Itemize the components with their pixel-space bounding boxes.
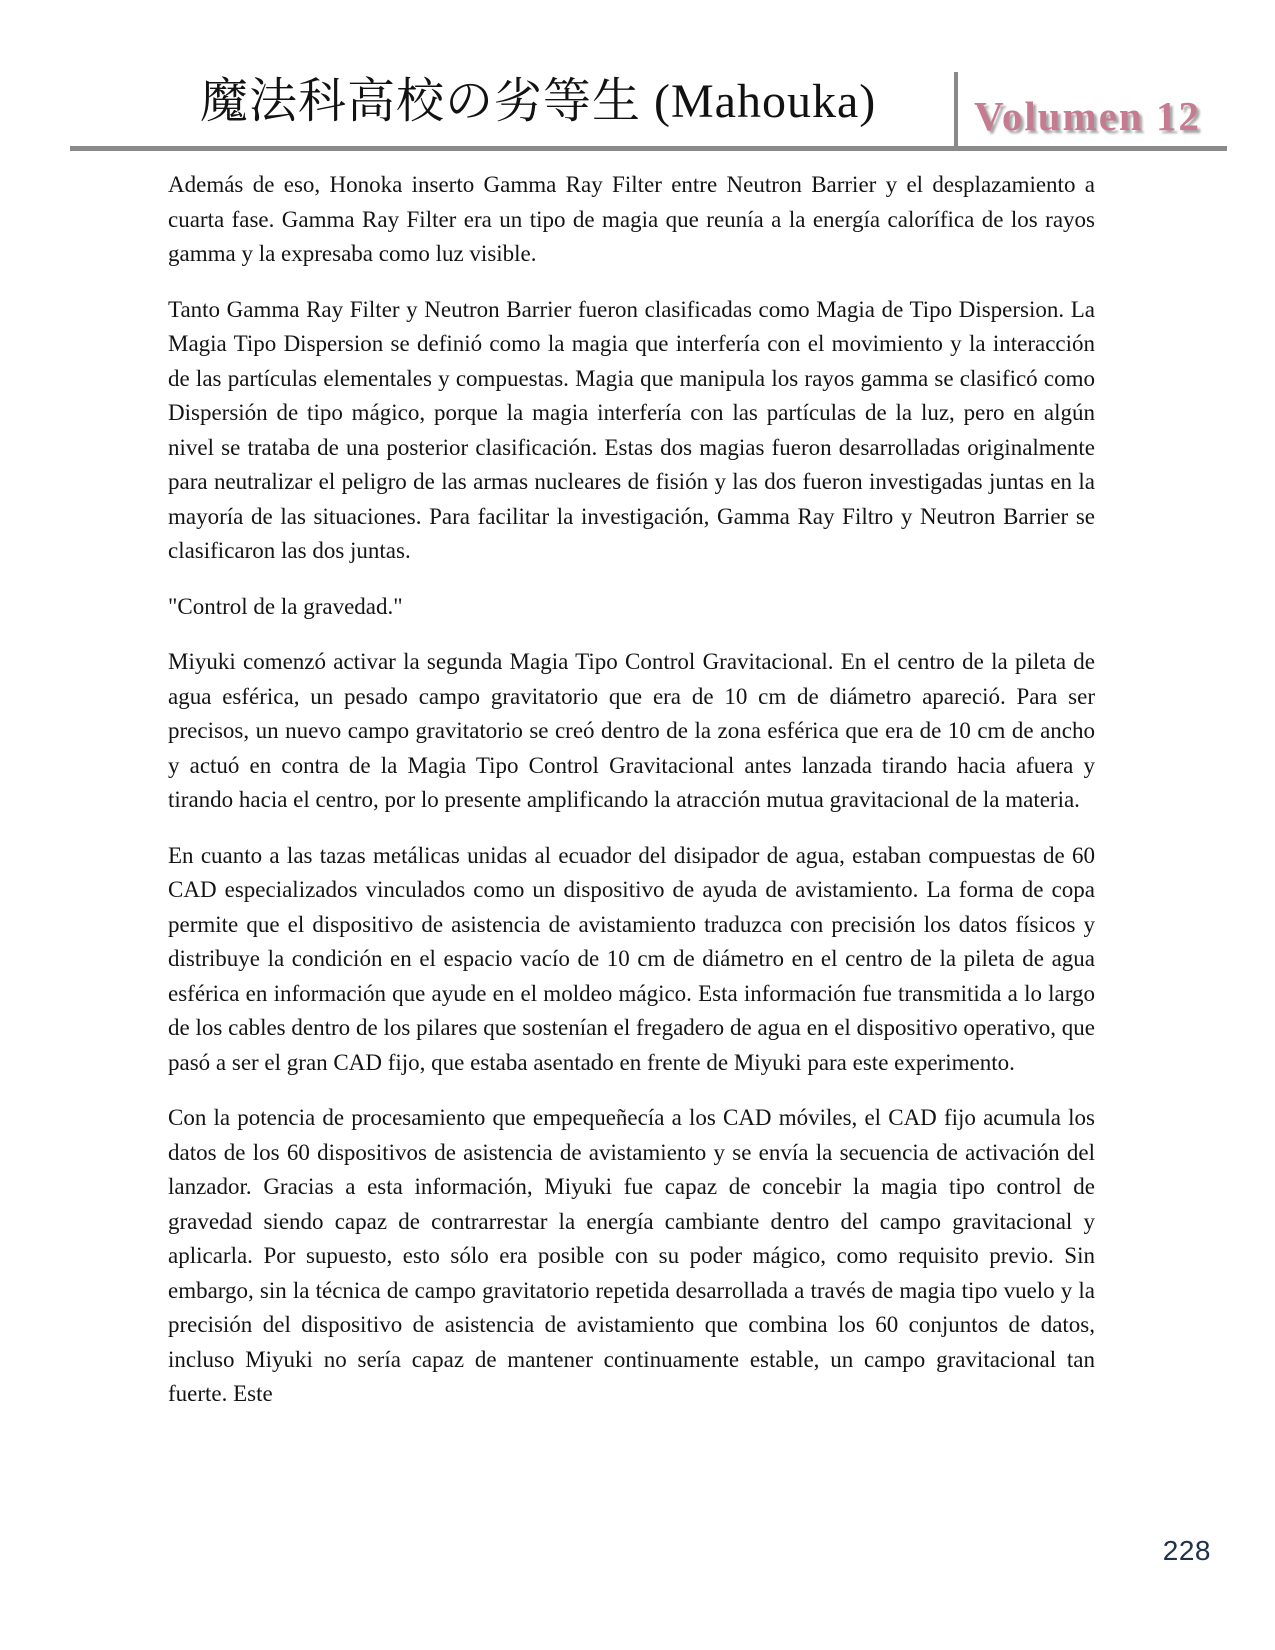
volume-label: Volumen 12 [974,93,1201,139]
page-header [0,0,1275,160]
dialogue-line: "Control de la gravedad." [168,593,403,619]
page-body [168,168,1095,1412]
paragraph-6: Con la potencia de procesamiento que empequeñecía a los CAD móviles, el CAD fijo acumula los datos de los 60 dispositivos de asistencia de avistamiento y se envía la secuencia de activación del lanzador. Gracias a esta información, Miyuki fue capaz de concebir la magia tipo control de gravedad siendo capaz de contrarrestar la energía cambiante dentro del campo gravitacional y aplicarla. Por supuesto, esto sólo era posible con su poder mágico, como requisito previo. Sin embargo, sin la técnica de campo gravitatorio repetida desarrollada a través de magia tipo vuelo y la precisión del dispositivo de asistencia de avistamiento que combina los 60 conjuntos de datos, incluso Miyuki no sería capaz de mantener continuamente estable, un campo gravitacional tan fuerte. Este [168,1105,1095,1406]
header-divider [954,72,958,151]
paragraph-2: Tanto Gamma Ray Filter y Neutron Barrier fueron clasificadas como Magia de Tipo Dispersion. La Magia Tipo Dispersion se definió como la magia que interfería con el movimiento y la interacción de las partículas elementales y compuestas. Magia que manipula los rayos gamma se clasificó como Dispersión de tipo mágico, porque la magia interfería con las partículas de la luz, pero en algún nivel se trataba de una posterior clasificación. Estas dos magias fueron desarrolladas originalmente para neutralizar el peligro de las armas nucleares de fisión y las dos fueron investigadas juntas en la mayoría de las situaciones. Para facilitar la investigación, Gamma Ray Filtro y Neutron Barrier se clasificaron las dos juntas. [168,296,1095,563]
book-title: 魔法科高校の劣等生 (Mahouka) [200,75,877,128]
header-rule [70,146,1227,151]
paragraph-4: Miyuki comenzó activar la segunda Magia Tipo Control Gravitacional. En el centro de la pileta de agua esférica, un pesado campo gravitatorio que era de 10 cm de diámetro apareció. Para ser precisos, un nuevo campo gravitatorio se creó dentro de la zona esférica que era de 10 cm de ancho y actuó en contra de la Magia Tipo Control Gravitacional antes lanzada tirando hacia afuera y tirando hacia el centro, por lo presente amplificando la atracción mutua gravitacional de la materia. [168,649,1095,812]
page-number: 228 [1162,1535,1211,1566]
paragraph-5: En cuanto a las tazas metálicas unidas al ecuador del disipador de agua, estaban compuestas de 60 CAD especializados vinculados como un dispositivo de ayuda de avistamiento. La forma de copa permite que el dispositivo de asistencia de avistamiento traduzca con precisión los datos físicos y distribuye la condición en el espacio vacío de 10 cm de diámetro en el centro de la pileta de agua esférica en información que ayude en el moldeo mágico. Esta información fue transmitida a lo largo de los cables dentro de los pilares que sostenían el fregadero de agua en el dispositivo operativo, que pasó a ser el gran CAD fijo, que estaba asentado en frente de Miyuki para este experimento. [168,842,1095,1075]
paragraph-1: Además de eso, Honoka inserto Gamma Ray Filter entre Neutron Barrier y el desplazamiento a cuarta fase. Gamma Ray Filter era un tipo de magia que reunía a la energía calorífica de los rayos gamma y la expresaba como luz visible. [168,172,1095,266]
